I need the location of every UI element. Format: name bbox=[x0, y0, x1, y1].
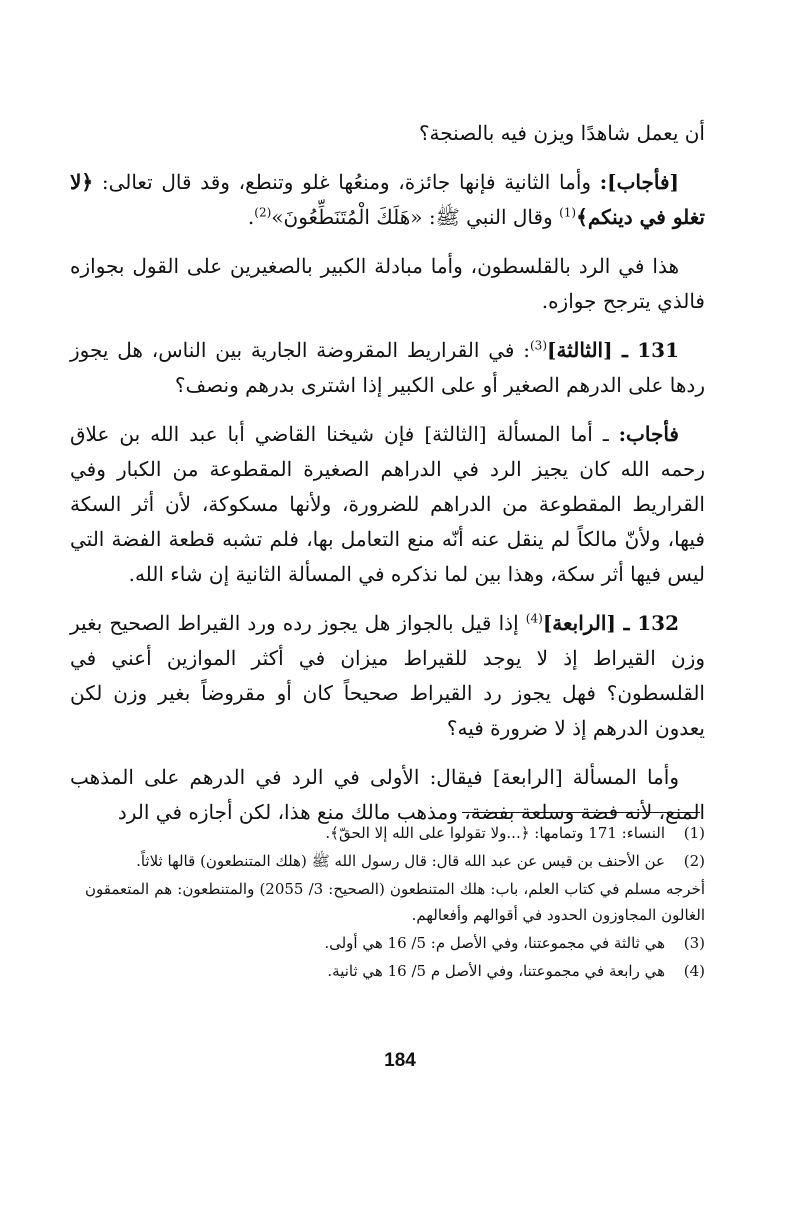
footnote-4-number: (4) bbox=[683, 962, 705, 980]
question-131 bbox=[70, 333, 705, 403]
footnote-2-continuation bbox=[85, 876, 705, 928]
footnote-ref-3: (3) bbox=[529, 338, 547, 353]
question-131-text: : في القراريط المقروضة الجارية بين الناس، هل يجوز ردها على الدرهم الصغير أو على الكبير إذا اشترى بدرهم ونصف؟ bbox=[70, 338, 705, 397]
paragraph-2-text-a: وأما الثانية فإنها جائزة، ومنعُها غلو وتنطع، وقد قال تعالى: bbox=[93, 170, 600, 194]
paragraph-1 bbox=[70, 116, 705, 151]
paragraph-3-text: هذا في الرد بالقلسطون، وأما مبادلة الكبير بالصغيرين على القول بجوازه فالذي يترجح جوازه. bbox=[70, 254, 705, 313]
question-132 bbox=[70, 606, 705, 746]
answer-131-text: ـ أما المسألة [الثالثة] فإن شيخنا القاضي أبا عبد الله بن علاق رحمه الله كان يجيز الرد في الدراهم الصغيرة المقطوعة من الكبار وفي القراريط المقطوعة من الدراهم للضرورة، ولأنها مسكوكة، لأن أثر السكة فيها، ولأنّ مالكاً لم ينقل عنه أنّه منع التعامل بها، فلم تشبه قطعة الفضة التي ليس فيها أثر سكة، وهذا بين لما نذكره في المسألة الثانية إن شاء الله. bbox=[70, 422, 705, 586]
question-132-text: إذا قيل بالجواز هل يجوز رده ورد القيراط الصحيح بغير وزن القيراط إذ لا يوجد للقيراط ميزان في أكثر الموازين أعني في القلسطون؟ فهل يجوز رد القيراط صحيحاً كان أو مقروضاً بغير وزن لكن يعدون الدرهم إذ لا ضرورة فيه؟ bbox=[70, 611, 705, 740]
quran-verse: ﴿لا تغلو في دينكم﴾ bbox=[70, 170, 705, 229]
question-132-lead: 132 ـ [الرابعة] bbox=[542, 611, 680, 635]
answer-132-text: وأما المسألة [الرابعة] فيقال: الأولى في الرد في الدرهم على المذهب المنع، لأنه فضة وسلعة بفضة، ومذهب مالك منع هذا، لكن أجازه في الرد bbox=[70, 765, 705, 824]
footnote-3 bbox=[85, 930, 705, 956]
answer-lead: [فأجاب]: bbox=[599, 170, 679, 194]
footnote-3-number: (3) bbox=[683, 934, 705, 952]
footnote-2-source-text: أخرجه مسلم في كتاب العلم، باب: هلك المتنطعون (الصحيح: 3/ 2055) والمتنطعون: هم المتعمقون الغالون المجاوزون الحدود في أقوالهم وأفعالهم. bbox=[85, 880, 705, 924]
answer-131 bbox=[70, 417, 705, 592]
footnote-divider bbox=[462, 812, 700, 813]
question-131-lead: 131 ـ [الثالثة] bbox=[547, 338, 679, 362]
main-text bbox=[70, 116, 705, 844]
page-number: 184 bbox=[384, 1050, 416, 1071]
paragraph-2-text-c: . bbox=[247, 205, 255, 229]
paragraph-1-text: أن يعمل شاهدًا ويزن فيه بالصنجة؟ bbox=[418, 121, 705, 145]
footnote-3-text: هي ثالثة في مجموعتنا، وفي الأصل م: 5/ 16 هي أولى. bbox=[324, 934, 665, 952]
footnote-1 bbox=[85, 820, 705, 846]
paragraph-2-text-b: وقال النبي ﷺ: «هَلَكَ الْمُتَنَطِّعُونَ» bbox=[271, 205, 560, 229]
footnote-2 bbox=[85, 848, 705, 874]
footnote-ref-1: (1) bbox=[559, 205, 577, 220]
footnote-4 bbox=[85, 958, 705, 984]
footnote-ref-2: (2) bbox=[254, 205, 272, 220]
answer-131-lead: فأجاب: bbox=[618, 422, 679, 446]
footnote-2-number: (2) bbox=[683, 852, 705, 870]
footnotes bbox=[85, 820, 705, 986]
footnote-2-text: عن الأحنف بن قيس عن عبد الله قال: قال رسول الله ﷺ (هلك المتنطعون) قالها ثلاثاً. bbox=[136, 852, 665, 870]
footnote-1-number: (1) bbox=[683, 824, 705, 842]
footnote-4-text: هي رابعة في مجموعتنا، وفي الأصل م 5/ 16 هي ثانية. bbox=[327, 962, 665, 980]
paragraph-2 bbox=[70, 165, 705, 235]
footnote-1-text: النساء: 171 وتمامها: ﴿...ولا تقولوا على الله إلا الحقّ﴾. bbox=[325, 824, 665, 842]
paragraph-3 bbox=[70, 249, 705, 319]
footnote-ref-4: (4) bbox=[525, 611, 543, 626]
